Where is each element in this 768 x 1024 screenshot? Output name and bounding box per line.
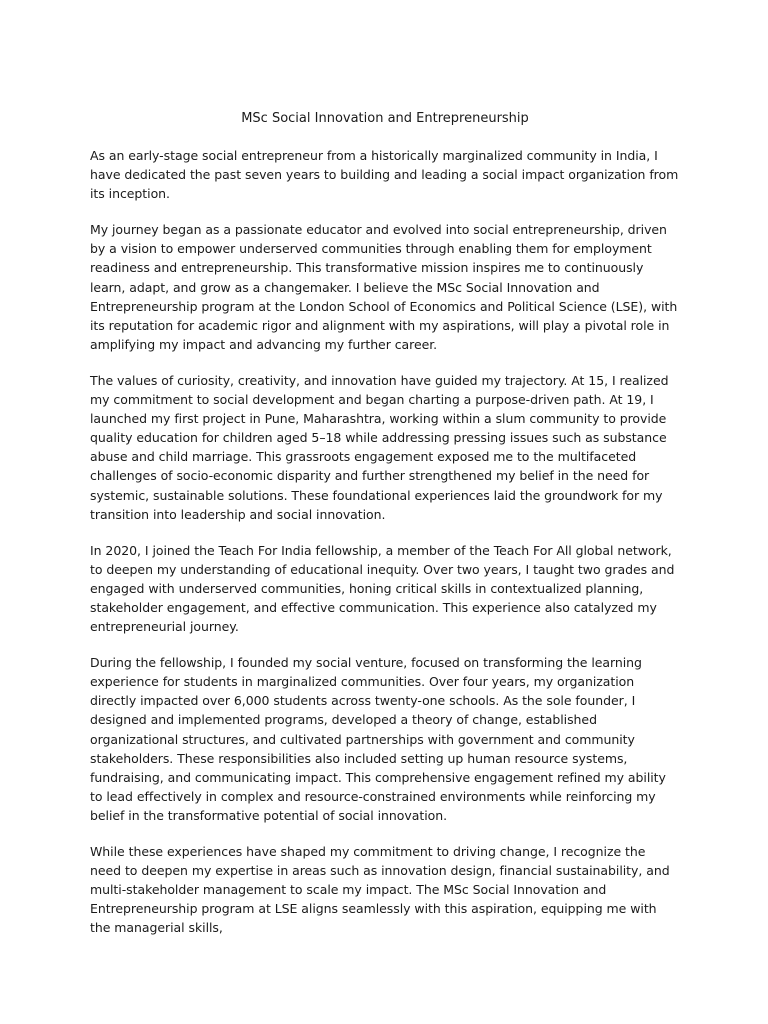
- paragraph-journey: My journey began as a passionate educator and evolved into social entrepreneurship, driven by a vision to empower underserved communities through enabling them for employment readiness and entrepreneurship. This transformative mission inspires me to continuously learn, adapt, and grow as a changemaker. I believe the MSc Social Innovation and Entrepreneurship program at the London School of Economics and Political Science (LSE), with its reputation for academic rigor and alignment with my aspirations, will play a pivotal role in amplifying my impact and advancing my further career.: [90, 222, 678, 352]
- paragraph-program-fit: While these experiences have shaped my commitment to driving change, I recognize the need to deepen my expertise in areas such as innovation design, financial sustainability, and multi-stakeholder management to scale my impact. The MSc Social Innovation and Entrepreneurship program at LSE aligns seamlessly with this aspiration, equipping me with the managerial skills,: [90, 844, 670, 936]
- document-title: MSc Social Innovation and Entrepreneurship: [241, 111, 529, 126]
- paragraph-intro: As an early-stage social entrepreneur from a historically marginalized community in India, I have dedicated the past seven years to building and leading a social impact organization from its inception.: [90, 148, 679, 202]
- paragraph-values: The values of curiosity, creativity, and innovation have guided my trajectory. At 15, I realized my commitment to social development and began charting a purpose-driven path. At 19, I launched my first project in Pune, Maharashtra, working within a slum community to provide quality education for children aged 5–18 while addressing pressing issues such as substance abuse and child marriage. This grassroots engagement exposed me to the multifaceted challenges of socio-economic disparity and further strengthened my belief in the need for systemic, sustainable solutions. These foundational experiences laid the groundwork for my transition into leadership and social innovation.: [90, 372, 669, 522]
- paragraph-fellowship: In 2020, I joined the Teach For India fellowship, a member of the Teach For All global network, to deepen my understanding of educational inequity. Over two years, I taught two grades and engaged with underserved communities, honing critical skills in contextualized planning, stakeholder engagement, and effective communication. This experience also catalyzed my entrepreneurial journey.: [90, 542, 675, 635]
- paragraph-venture: During the fellowship, I founded my social venture, focused on transforming the learning experience for students in marginalized communities. Over four years, my organization directly impacted over 6,000 students across twenty-one schools. As the sole founder, I designed and implemented programs, developed a theory of change, established organizational structures, and cultivated partnerships with government and community stakeholders. These responsibilities also included setting up human resource systems, fundraising, and communicating impact. This comprehensive engagement refined my ability to lead effectively in complex and resource-constrained environments while reinforcing my belief in the transformative potential of social innovation.: [90, 655, 666, 823]
